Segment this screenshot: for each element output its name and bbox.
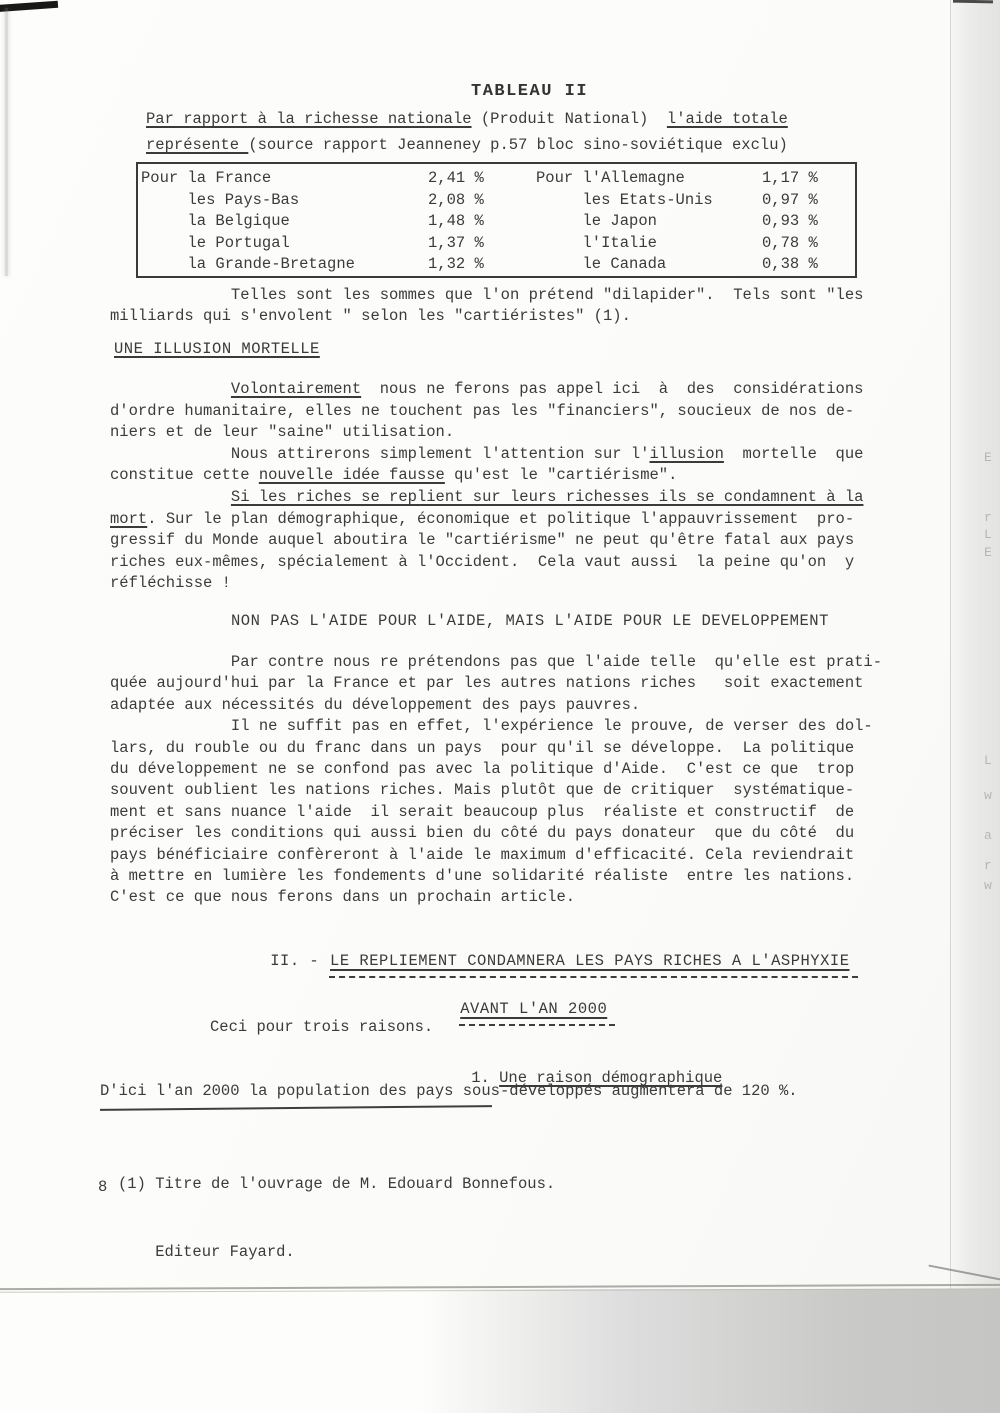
text-line: adaptée aux nécessités du développement des pays pauvres. <box>110 695 641 714</box>
bleed-through-letter: a <box>984 828 992 843</box>
aid-percentage-table <box>136 162 857 278</box>
country-label: Pour l'Allemagne <box>536 169 685 187</box>
text-line: à mettre en lumière les fondements d'une solidarité réaliste entre les nations. <box>110 867 855 886</box>
bleed-through-letter: E <box>984 450 992 465</box>
country-label: le Canada <box>536 255 667 274</box>
heading-non-pas-laide: NON PAS L'AIDE POUR L'AIDE, MAIS L'AIDE POUR LE DEVELOPPEMENT <box>231 612 829 630</box>
text-line: Nous attirerons simplement l'attention sur l'illusion mortelle que <box>110 444 864 463</box>
scanner-background <box>0 1289 1000 1413</box>
text-line: quée aujourd'hui par la France et par les autres nations riches soit exactement <box>110 674 864 693</box>
percentage-value: 1,48 % <box>428 212 484 231</box>
footnote-line-1: (1) Titre de l'ouvrage de M. Edouard Bonnefous. <box>118 1175 556 1193</box>
country-label: les Etats-Unis <box>536 190 713 209</box>
underlined-text: nouvelle idée fausse <box>258 466 445 485</box>
percentage-value: 2,08 % <box>428 190 484 209</box>
text-line: Telles sont les sommes que l'on prétend "dilapider". Tels sont "les <box>110 286 864 304</box>
underlined-text: Volontairement <box>230 380 362 398</box>
section-2-heading <box>231 934 858 988</box>
country-label: l'Italie <box>536 233 657 252</box>
text-line <box>110 487 863 509</box>
bleed-through-letter: w <box>984 788 992 803</box>
percentage-value: 2,41 % <box>428 169 484 187</box>
section-2-title: LE REPLIEMENT CONDAMNERA LES PAYS RICHES A L'ASPHYXIE <box>329 952 857 978</box>
text-line: pays bénéficiaire confèreront à l'aide le maximum d'efficacité. Cela reviendrait <box>110 845 855 864</box>
text-line: constitue cette nouvelle idée fausse qu'est le "cartiérisme". <box>110 466 678 485</box>
bleed-through-letter: w <box>984 878 992 893</box>
footnote <box>118 1128 555 1308</box>
line-population: D'ici l'an 2000 la population des pays sous-développés augmentera de 120 %. <box>100 1082 798 1100</box>
country-label: la Belgique <box>141 212 290 231</box>
footnote-line-2: Editeur Fayard. <box>118 1242 295 1261</box>
country-label: Pour la France <box>141 169 272 187</box>
table-caption <box>146 106 788 158</box>
percentage-value: 0,93 % <box>762 212 818 231</box>
text-line: niers et de leur "saine" utilisation. <box>110 423 455 442</box>
next-page-edge <box>950 0 1000 1292</box>
text-line: Par contre nous re prétendons pas que l'aide telle qu'elle est prati- <box>110 653 883 671</box>
table-row <box>138 190 855 212</box>
subsection-1-number: 1. <box>471 1069 500 1087</box>
bleed-through-letter: L <box>984 753 992 768</box>
text-line: réfléchisse ! <box>110 574 231 593</box>
text-line: ment et sans nuance l'aide il serait beaucoup plus réaliste et constructif de <box>110 802 855 821</box>
country-label: les Pays-Bas <box>141 190 300 209</box>
country-label: le Japon <box>536 212 657 231</box>
section-2-subheading <box>420 982 615 1036</box>
text-line: milliards qui s'envolent " selon les "cartiéristes" (1). <box>110 307 631 326</box>
underlined-text: l'aide totale <box>666 110 788 128</box>
text-line: gressif du Monde auquel aboutira le "cartiérisme" ne peut qu'être fatal aux pays <box>110 531 855 550</box>
table-title: TABLEAU II <box>471 82 589 101</box>
text-line: souvent oublient les nations riches. Mais plutôt que de critiquer systématique- <box>110 781 855 800</box>
section-2-subtitle: AVANT L'AN 2000 <box>459 1000 615 1026</box>
text-line: mort. Sur le plan démographique, économique et politique l'appauvrissement pro- <box>110 509 855 528</box>
underlined-text: Si les riches se replient sur leurs richesses ils se condamnent à la <box>230 487 864 506</box>
text-line: riches eux-mêmes, spécialement à l'Occident. Cela vaut aussi la peine qu'on y <box>110 552 855 571</box>
heading-une-illusion-mortelle: UNE ILLUSION MORTELLE <box>114 340 320 358</box>
table-row <box>138 211 855 233</box>
footnote-rule <box>100 1105 492 1111</box>
subsection-1-title: Une raison démographique <box>499 1069 723 1087</box>
percentage-value: 1,17 % <box>762 169 818 187</box>
text-line: Volontairement nous ne ferons pas appel ici à des considérations <box>230 380 864 398</box>
text-line: lars, du rouble ou du franc dans un pays pour qu'il se développe. La politique <box>110 738 855 757</box>
bleed-through-letter: L <box>984 527 992 542</box>
paragraph-developpement <box>110 652 882 909</box>
page-number: 8 <box>98 1178 108 1196</box>
paragraph-sums <box>110 285 863 328</box>
bleed-through-letter: r <box>984 858 992 873</box>
text-line: représente (source rapport Jeanneney p.57 bloc sino-soviétique exclu) <box>146 136 788 154</box>
text-line: préciser les conditions qui aussi bien du côté du pays donateur que du côté du <box>110 824 855 843</box>
country-label: la Grande-Bretagne <box>141 255 355 274</box>
scan-left-streak <box>5 8 8 276</box>
country-label: le Portugal <box>141 233 290 252</box>
underlined-text: mort <box>110 509 148 528</box>
percentage-value: 1,37 % <box>428 233 484 252</box>
line-trois-raisons: Ceci pour trois raisons. <box>210 1018 434 1036</box>
section-2-number: II. - <box>270 952 330 970</box>
underlined-text: Par rapport à la richesse nationale <box>146 110 472 128</box>
text-line: C'est ce que nous ferons dans un prochain article. <box>110 888 576 907</box>
bleed-through-letter: r <box>984 510 992 525</box>
bleed-through-letter: E <box>984 545 992 560</box>
table-row <box>138 168 855 190</box>
table-row <box>138 254 855 276</box>
text-line: Par rapport à la richesse nationale (Produit National) l'aide totale <box>146 110 788 128</box>
text-line: d'ordre humanitaire, elles ne touchent pas les "financiers", soucieux de nos de- <box>110 401 855 420</box>
text-line: Il ne suffit pas en effet, l'expérience le prouve, de verser des dol- <box>110 717 873 736</box>
underlined-text: illusion <box>649 444 724 463</box>
percentage-value: 0,78 % <box>762 233 818 252</box>
text-line: du développement ne se confond pas avec la politique d'Aide. C'est ce que trop <box>110 760 855 779</box>
table-row <box>138 233 855 255</box>
underlined-text: représente <box>146 136 249 154</box>
percentage-value: 1,32 % <box>428 255 484 274</box>
scan-corner-mark <box>0 1 58 12</box>
percentage-value: 0,38 % <box>762 255 818 274</box>
paragraph-illusion <box>110 379 863 595</box>
percentage-value: 0,97 % <box>762 190 818 209</box>
